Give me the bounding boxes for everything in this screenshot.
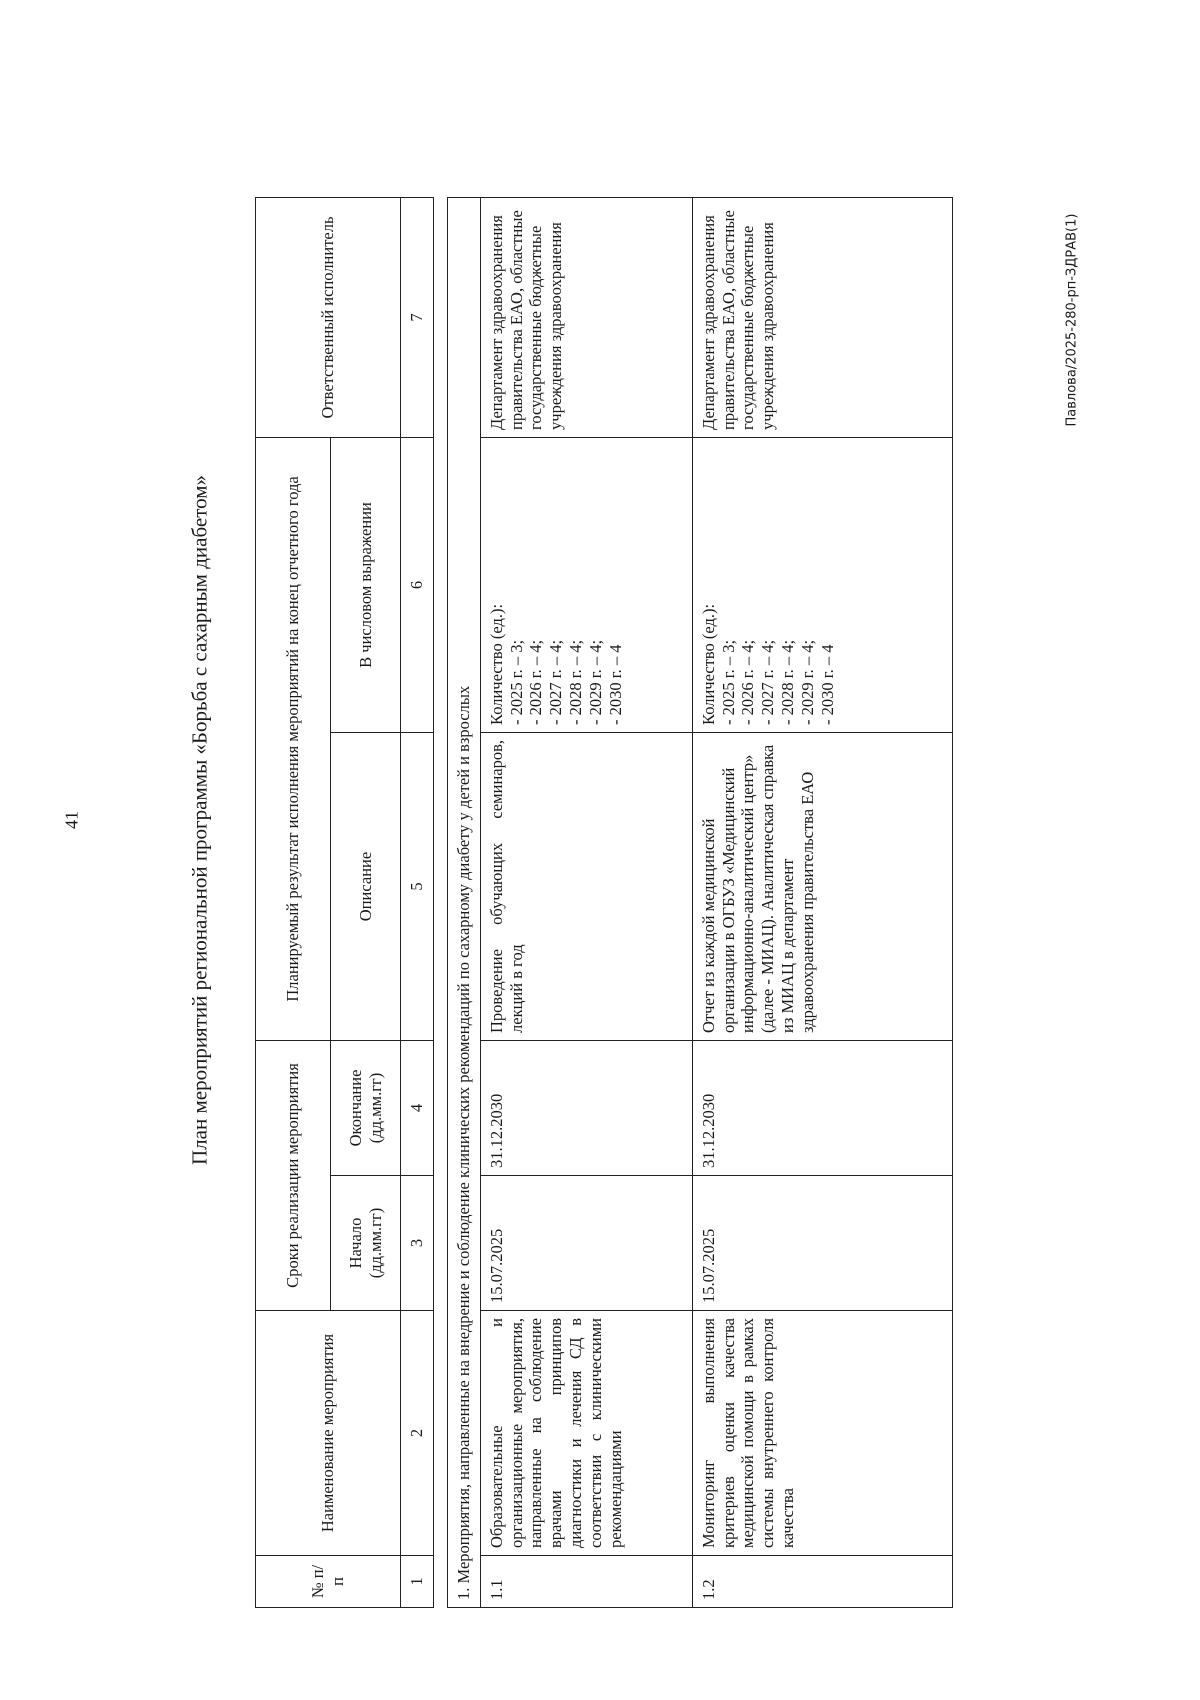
header-description: Описание [331,732,401,1040]
column-number: 7 [401,197,434,437]
column-number: 6 [401,437,434,732]
numeric-line: - 2025 г. – 3; [718,639,738,725]
numeric-line: - 2027 г. – 4; [546,639,566,725]
row-numeric [480,437,692,732]
table-row [692,197,952,1607]
row-responsible: Департамент здравоохранения правительства ЕАО, областные государственные бюджетные учреждения здравоохранения [480,197,692,437]
numeric-line: - 2025 г. – 3; [506,639,526,725]
numeric-line: - 2028 г. – 4; [777,639,797,725]
header-terms: Сроки реализации мероприятия [256,1040,331,1310]
column-number: 3 [401,1176,434,1311]
row-name: Мониторинг выполнения критериев оценки качества медицинской помощи в рамках системы внутреннего контроля качества [692,1311,952,1556]
header-responsible: Ответственный исполнитель [256,197,401,437]
numeric-line: - 2030 г. – 4 [605,644,625,725]
column-number-row [401,197,434,1607]
column-number: 4 [401,1040,434,1175]
header-end: Окончание (дд.мм.гг) [331,1040,401,1175]
row-description: Проведение обучающих семинаров, лекций в год [480,732,692,1040]
row-end: 31.12.2030 [480,1040,692,1175]
row-start: 15.07.2025 [692,1176,952,1311]
section-row [448,197,481,1607]
row-numeric [692,437,952,732]
header-row-top [256,197,331,1607]
row-start: 15.07.2025 [480,1176,692,1311]
numeric-line: - 2029 г. – 4; [797,639,817,725]
row-description: Отчет из каждой медицинской организации в ОГБУЗ «Медицинский информационно-аналитический центр» (далее - МИАЦ). Аналитическая справка из МИАЦ в департамент здравоохранения правительства ЕАО [692,732,952,1040]
header-result: Планируемый результат исполнения мероприятий на конец отчетного года [256,437,331,1040]
spacer-cell [434,197,448,1607]
row-responsible: Департамент здравоохранения правительства ЕАО, областные государственные бюджетные учреждения здравоохранения [692,197,952,437]
row-name: Образовательные и организационные мероприятия, направленные на соблюдение врачами принципов диагностики и лечения СД в соответствии с клиническими рекомендациями [480,1311,692,1556]
header-numeric: В числовом выражении [331,437,401,732]
section-title: 1. Мероприятия, направленные на внедрение и соблюдение клинических рекомендаций по сахарному диабету у детей и взрослых [448,197,481,1607]
row-num: 1.2 [692,1556,952,1608]
column-number: 5 [401,732,434,1040]
page-title: План мероприятий региональной программы «Борьба с сахарным диабетом» [187,475,212,1165]
header-start: Начало (дд.мм.гг) [331,1176,401,1311]
header-num: № п/п [256,1556,401,1608]
spacer-row [434,197,448,1607]
numeric-line: - 2026 г. – 4; [526,639,546,725]
header-name: Наименование мероприятия [256,1311,401,1556]
numeric-line: - 2027 г. – 4; [758,639,778,725]
rotated-table-container [255,198,980,1608]
column-number: 1 [401,1556,434,1608]
page-number: 41 [61,811,82,829]
numeric-title: Количество (ед.): [698,603,718,725]
row-end: 31.12.2030 [692,1040,952,1175]
numeric-line: - 2026 г. – 4; [738,639,758,725]
column-number: 2 [401,1311,434,1556]
numeric-line: - 2029 г. – 4; [585,639,605,725]
measures-table [255,197,953,1608]
row-num: 1.1 [480,1556,692,1608]
numeric-title: Количество (ед.): [486,603,506,725]
table-row [480,197,692,1607]
numeric-line: - 2028 г. – 4; [565,639,585,725]
document-code: Павлова/2025-280-рп-ЗДРАВ(1) [1064,213,1080,427]
numeric-line: - 2030 г. – 4 [817,644,837,725]
